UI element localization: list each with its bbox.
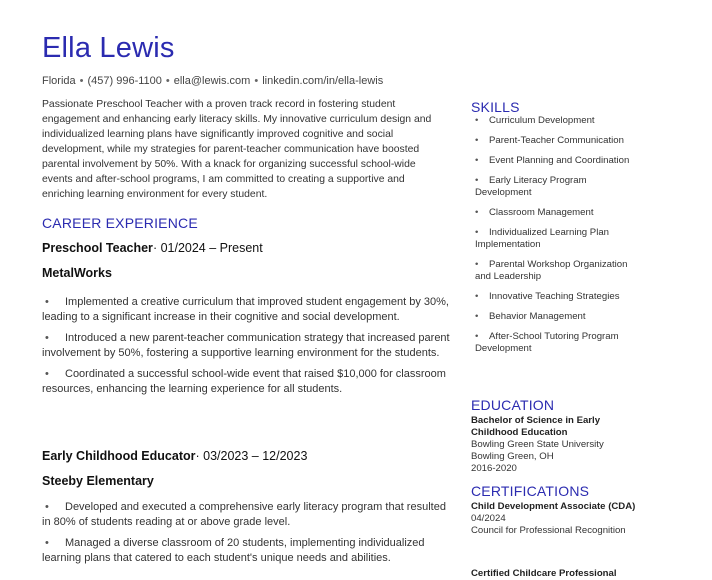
bullet-text: Developed and executed a comprehensive early literacy program that resulted in 80% of students reading at or above grade level. [42, 501, 446, 528]
degree-name: Bachelor of Science in Early Childhood Education [471, 415, 601, 438]
skill-label: Curriculum Development [489, 115, 595, 126]
skill-label: Behavior Management [489, 311, 586, 322]
job-role: Preschool Teacher [42, 241, 153, 255]
bullet-icon: • [45, 501, 49, 513]
skills-list [475, 115, 635, 363]
list-item [42, 295, 452, 324]
skill-item [475, 135, 635, 147]
education-heading: EDUCATION [471, 397, 555, 413]
certification-name: Certified Childcare Professional [471, 568, 617, 579]
bullet-text: Managed a diverse classroom of 20 students, implementing individualized learning plans that catered to each student's unique needs and abilities. [42, 537, 425, 564]
certification-entry [471, 568, 641, 580]
certification-issuer: Council for Professional Recognition [471, 525, 626, 536]
bullet-icon: • [475, 175, 479, 186]
job-dates: · 03/2023 – 12/2023 [195, 449, 308, 463]
list-item [42, 367, 452, 396]
contact-separator: • [79, 75, 84, 87]
job-role: Early Childhood Educator [42, 449, 196, 463]
job-title [42, 241, 263, 255]
list-item [42, 331, 452, 360]
education-entry [471, 415, 641, 475]
skill-item [475, 175, 635, 199]
bullet-icon: • [475, 227, 479, 238]
skill-label: Classroom Management [489, 207, 594, 218]
education-years: 2016-2020 [471, 463, 517, 474]
contact-phone: (457) 996-1100 [87, 75, 162, 87]
job-bullets [42, 500, 452, 572]
skill-label: After-School Tutoring Program Development [475, 331, 619, 354]
company-name: Steeby Elementary [42, 474, 154, 488]
skill-label: Innovative Teaching Strategies [489, 291, 620, 302]
skill-item [475, 311, 635, 323]
certification-entry [471, 501, 641, 537]
contact-separator: • [254, 75, 259, 87]
school-location: Bowling Green, OH [471, 451, 554, 462]
professional-summary: Passionate Preschool Teacher with a proven track record in fostering student engagement and enhancing early literacy skills. My innovative curriculum design and individualized learning plans have significantly improved cognitive and social development, while my strategies for parent-teacher communication have boosted parental involvement by 50%. With a knack for organizing successful school-wide events and after-school programs, I am committed to creating a supportive and enriching learning environment for every student. [42, 99, 432, 200]
experience-heading: CAREER EXPERIENCE [42, 215, 198, 231]
job-bullets [42, 295, 452, 404]
bullet-icon: • [475, 259, 479, 270]
bullet-icon: • [475, 291, 479, 302]
job-dates: · 01/2024 – Present [152, 241, 263, 255]
skill-item [475, 115, 635, 127]
bullet-icon: • [475, 115, 479, 126]
skills-heading: SKILLS [471, 99, 520, 115]
job-title [42, 449, 307, 463]
bullet-icon: • [475, 331, 479, 342]
bullet-icon: • [45, 296, 49, 308]
skill-item [475, 155, 635, 167]
list-item [42, 500, 452, 529]
certification-date: 04/2024 [471, 513, 506, 524]
bullet-icon: • [475, 135, 479, 146]
school-name: Bowling Green State University [471, 439, 604, 450]
skill-item [475, 259, 635, 283]
skill-item [475, 227, 635, 251]
skill-label: Individualized Learning Plan Implementation [475, 227, 610, 250]
bullet-text: Coordinated a successful school-wide event that raised $10,000 for classroom resources, enhancing the learning experience for all students. [42, 368, 446, 395]
bullet-icon: • [45, 537, 49, 550]
contact-separator: • [165, 75, 170, 87]
skill-label: Event Planning and Coordination [489, 155, 630, 166]
bullet-text: Introduced a new parent-teacher communication strategy that increased parent involvement by 50%, fostering a supportive learning environment for the students. [42, 332, 450, 359]
bullet-icon: • [475, 207, 479, 218]
bullet-icon: • [475, 155, 479, 166]
skill-label: Parent-Teacher Communication [489, 135, 624, 146]
skill-item [475, 331, 635, 355]
contact-location: Florida [42, 75, 76, 87]
skill-item [475, 207, 635, 219]
certification-name: Child Development Associate (CDA) [471, 501, 636, 512]
skill-item [475, 291, 635, 303]
skill-label: Early Literacy Program Development [475, 175, 587, 198]
contact-linkedin[interactable]: linkedin.com/in/ella-lewis [262, 75, 384, 87]
bullet-icon: • [475, 311, 479, 322]
contact-email[interactable]: ella@lewis.com [173, 75, 251, 87]
candidate-name: Ella Lewis [42, 32, 175, 64]
certifications-heading: CERTIFICATIONS [471, 483, 590, 499]
list-item [42, 536, 452, 565]
bullet-text: Implemented a creative curriculum that improved student engagement by 30%, leading to a significant increase in their cognitive and social development. [42, 296, 449, 323]
company-name: MetalWorks [42, 266, 112, 280]
contact-line [42, 75, 383, 87]
bullet-icon: • [45, 368, 49, 381]
bullet-icon: • [45, 332, 49, 345]
skill-label: Parental Workshop Organization and Leadership [475, 259, 628, 282]
